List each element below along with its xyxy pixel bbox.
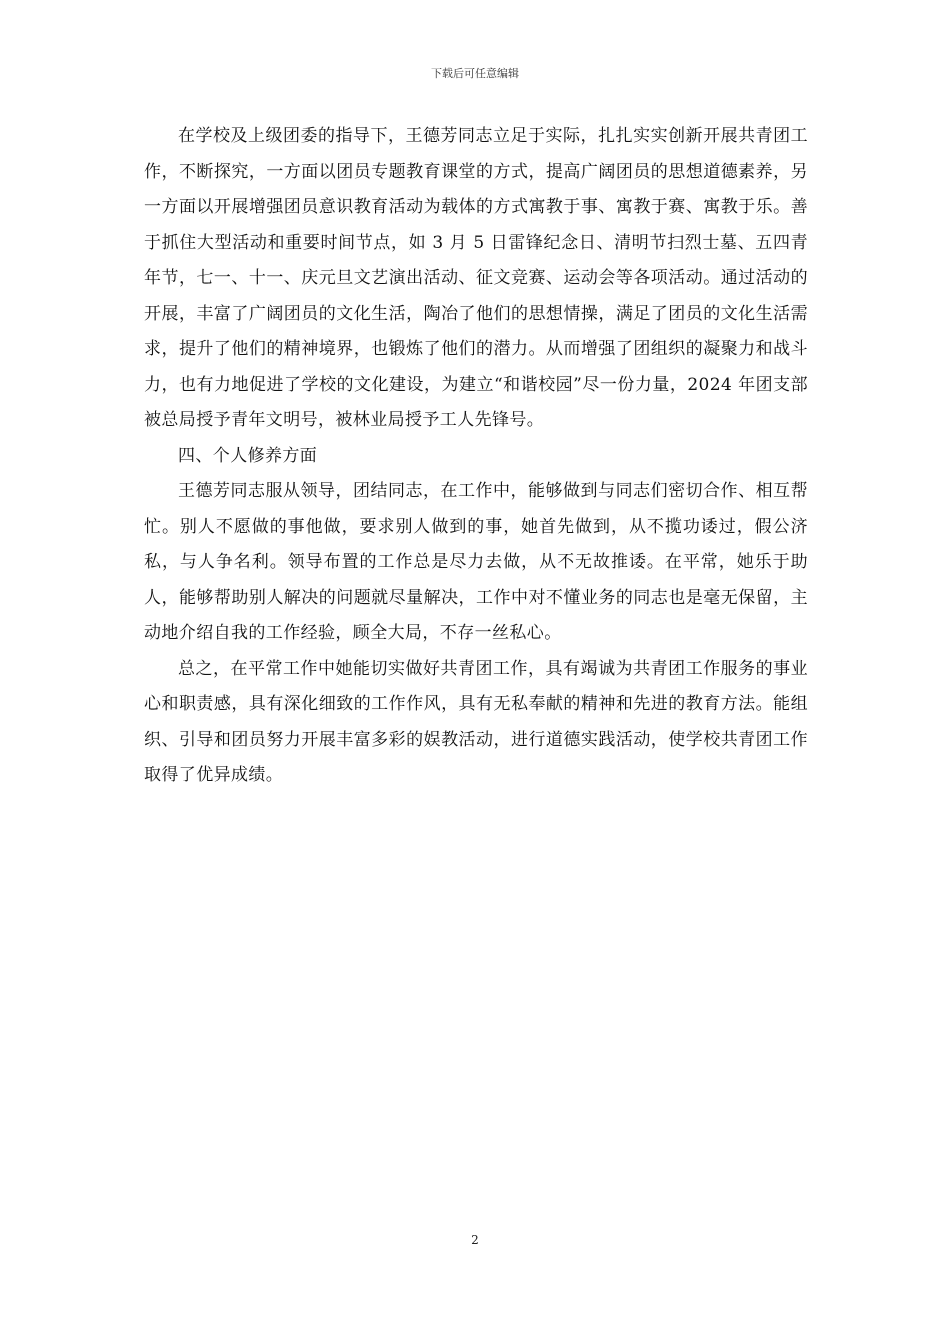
document-body	[144, 119, 808, 794]
section-heading-personal-cultivation: 四、个人修养方面	[178, 445, 318, 466]
paragraph-personal-conduct: 王德芳同志服从领导，团结同志，在工作中，能够做到与同志们密切合作、相互帮忙。别人不愿做的事他做，要求别人做到的事，她首先做到，从不揽功诿过，假公济私，与人争名利。领导布置的工作总是尽力去做，从不无故推诿。在平常，她乐于助人，能够帮助别人解决的问题就尽量解决，工作中对不懂业务的同志也是毫无保留，主动地介绍自我的工作经验，顾全大局，不存一丝私心。	[144, 481, 808, 643]
page-header: 下载后可任意编辑	[431, 67, 519, 80]
page-number: 2	[471, 1233, 479, 1247]
paragraph-activities: 在学校及上级团委的指导下，王德芳同志立足于实际，扎扎实实创新开展共青团工作，不断探究，一方面以团员专题教育课堂的方式，提高广阔团员的思想道德素养，另一方面以开展增强团员意识教育活动为载体的方式寓教于事、寓教于赛、寓教于乐。善于抓住大型活动和重要时间节点，如 3 月 5 日雷锋纪念日、清明节扫烈士墓、五四青年节，七一、十一、庆元旦文艺演出活动、征文竞赛、运动会等各项活动。通过活动的开展，丰富了广阔团员的文化生活，陶冶了他们的思想情操，满足了团员的文化生活需求，提升了他们的精神境界，也锻炼了他们的潜力。从而增强了团组织的凝聚力和战斗力，也有力地促进了学校的文化建设，为建立“和谐校园”尽一份力量，2024 年团支部被总局授予青年文明号，被林业局授予工人先锋号。	[144, 126, 808, 430]
paragraph-conclusion: 总之，在平常工作中她能切实做好共青团工作，具有竭诚为共青团工作服务的事业心和职责感，具有深化细致的工作作风，具有无私奉献的精神和先进的教育方法。能组织、引导和团员努力开展丰富多彩的娱教活动，进行道德实践活动，使学校共青团工作取得了优异成绩。	[144, 658, 808, 785]
